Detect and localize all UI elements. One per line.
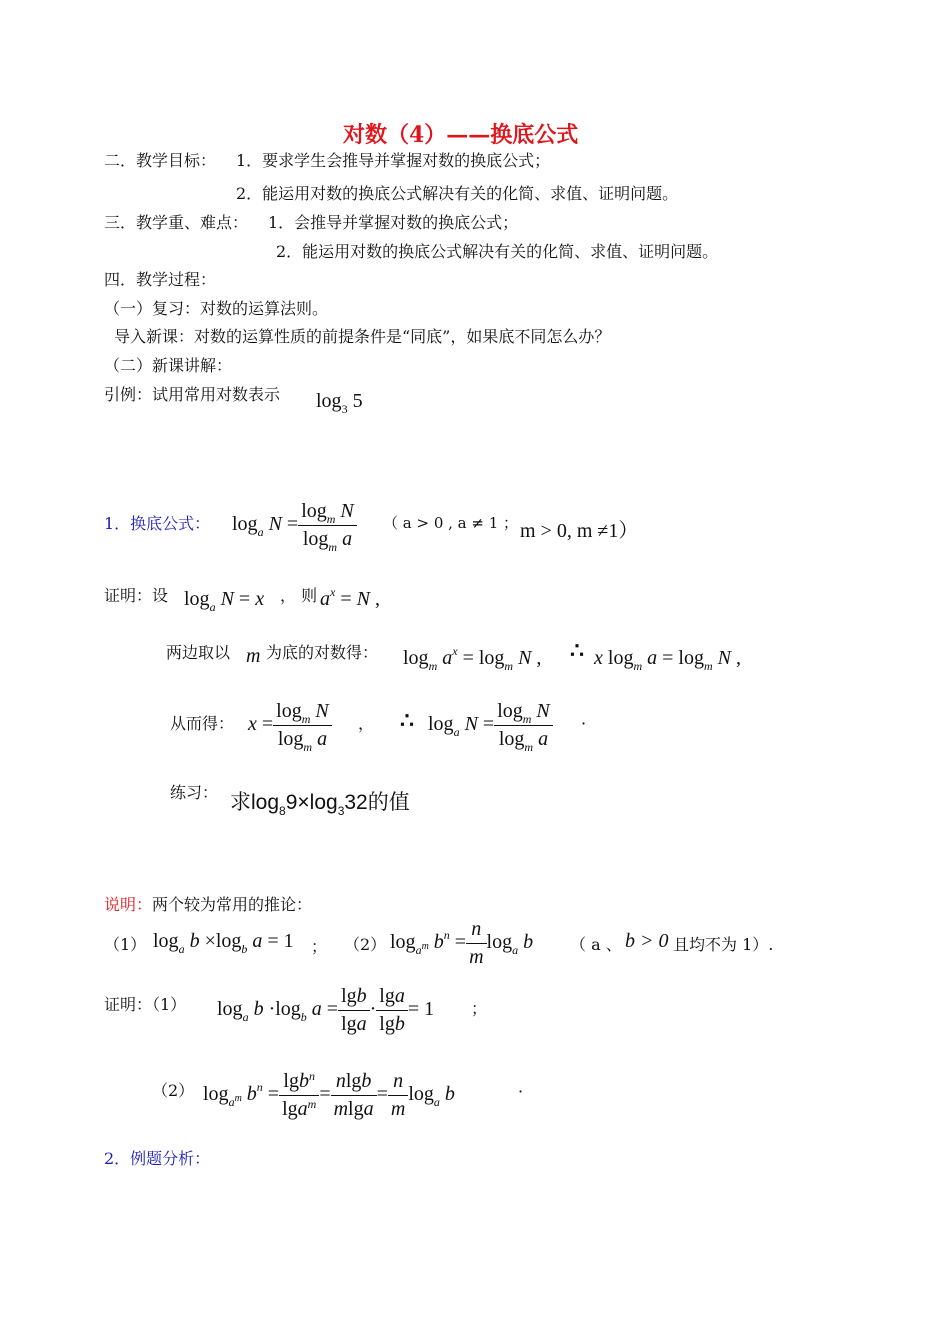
corollary-2-label: （2） — [344, 935, 387, 954]
remark-label: 说明： — [104, 895, 153, 914]
proof-then: ， 则 — [280, 586, 318, 605]
remark-line: 说明：两个较为常用的推论： — [104, 895, 313, 914]
proof-log-both-expr: $\log_m a^x = \log_m N$ , — [403, 644, 542, 673]
goals-item-2: 2．能运用对数的换底公式解决有关的化简、求值、证明问题。 — [236, 184, 679, 203]
proof-conclusion: $\log_a N$ = $\frac{\log_m N}{\log_m a}$ — [428, 700, 553, 751]
proof-x-fraction: x = $\frac{\log_m N}{\log_m a}$ — [248, 700, 332, 751]
proof2-end-1: ； — [471, 999, 488, 1018]
proof-both-sides-b: 为底的对数得： — [266, 643, 379, 662]
page-title: 对数（4）——换底公式 — [343, 122, 579, 148]
review-line: （一）复习：对数的运算法则。 — [104, 299, 329, 318]
keypoints-label: 三．教学重、难点： — [104, 213, 249, 232]
proof-set-expr: $\log_a N = x$ — [184, 588, 265, 614]
formula-conditions-m: m > 0, m ≠1） — [520, 520, 639, 542]
proof-base-m: m — [246, 645, 261, 667]
corollary-1-end: ； — [311, 937, 328, 956]
corollary-cond-c: 且均不为 1）. — [673, 935, 774, 954]
proof-thus: 从而得： — [170, 714, 235, 733]
process-label: 四．教学过程： — [104, 270, 217, 289]
corollary-cond-a: （ a 、 — [570, 935, 622, 954]
new-lesson-line: （二）新课讲解： — [104, 356, 233, 375]
corollary-1-label: （1） — [104, 935, 147, 954]
proof-label: 证明：设 — [104, 586, 169, 605]
proof2-end-2: · — [518, 1082, 524, 1101]
proof-both-sides-a: 两边取以 — [166, 643, 231, 662]
intro-line: 导入新课：对数的运算性质的前提条件是“同底”，如果底不同怎么办？ — [114, 327, 611, 346]
proof2-label: 证明：（1） — [104, 995, 187, 1014]
example-intro: 引例：试用常用对数表示 — [104, 385, 281, 404]
proof-comma: ， — [358, 714, 375, 733]
therefore-symbol-2: ∴ — [400, 708, 414, 734]
goals-item-1: 1．要求学生会推导并掌握对数的换底公式； — [236, 151, 551, 170]
exercise-expression: 求$\log_89\times\log_332$的值 — [230, 791, 410, 818]
keypoints-item-1: 1．会推导并掌握对数的换底公式； — [268, 213, 519, 232]
log3-5-expression: $\log_3 5$ — [316, 390, 363, 416]
proof-power-expr: $a^x = N$ , — [320, 585, 380, 610]
proof2-expr-2: $\log_{a^m} b^n$ = $\frac{\lg b^n}{\lg a^m}$ = $\frac{nlgb}{mlga}$ = $\frac{n}{m}$ $\log_a b$ — [203, 1069, 455, 1120]
proof2-p2-label: （2） — [152, 1081, 195, 1100]
goals-label: 二．教学目标： — [104, 151, 217, 170]
therefore-symbol-1: ∴ — [570, 638, 584, 664]
formula-heading: 1．换底公式： — [104, 514, 211, 533]
corollary-cond-b: b > 0 — [625, 930, 669, 952]
corollary-1-expr: $\log_a b \times\log_b$ a = 1 — [153, 930, 294, 956]
proof2-expr-1: $\log_a b \cdot\log_b$ a = $\frac{\lg b}{\lg a}$ · $\frac{\lg a}{\lg b}$ = 1 — [217, 985, 435, 1035]
formula-conditions: （ a > 0 , a ≠ 1 ； — [383, 514, 519, 532]
exercise-label: 练习： — [170, 783, 219, 802]
proof-xlog-expr: x $\log_m a = \log_m N$ , — [594, 647, 741, 673]
keypoints-item-2: 2．能运用对数的换底公式解决有关的化简、求值、证明问题。 — [276, 242, 719, 261]
corollary-2-expr: $\log_{a^m} b^n$ = $\frac{n}{m}$ $\log_a b$ — [390, 918, 534, 968]
change-of-base-formula: $\log_a N$ = $\frac{\log_m N}{\log_m a}$ — [232, 500, 357, 551]
proof-period: · — [581, 714, 587, 733]
examples-heading: 2．例题分析： — [104, 1149, 211, 1168]
